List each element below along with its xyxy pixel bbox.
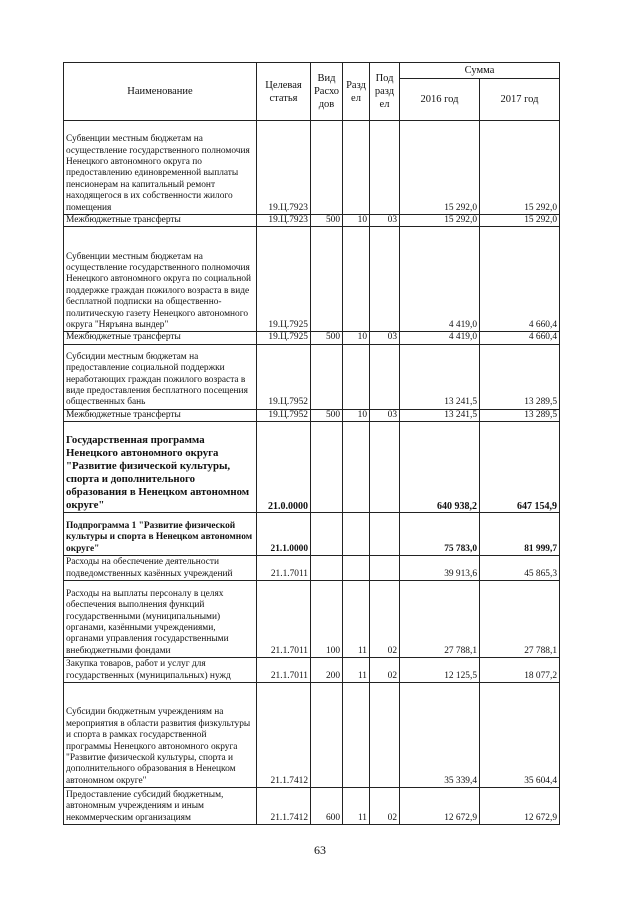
table-row [64,788,560,825]
table-row [64,683,560,788]
row-name: Субсидии бюджетным учреждениям на мероприятия в области развития физкультуры и спорта в рамках государственной программы Ненецкого автономного округа "Развитие физической культуры, спорта и дополнительного образования в Ненецком автономном округе" [64,683,257,788]
row-code: 21.1.7011 [257,556,311,581]
row-razdel [343,513,370,556]
row-sum-2016: 13 241,5 [400,344,480,409]
row-sum-2016: 12 125,5 [400,658,480,683]
table-row [64,344,560,409]
header-sum: Сумма [400,63,560,79]
row-sum-2016: 15 292,0 [400,121,480,215]
header-year-2016: 2016 год [400,79,480,121]
row-podrazdel: 02 [370,581,400,658]
table-row [64,581,560,658]
table-row [64,332,560,344]
row-podrazdel: 03 [370,332,400,344]
row-razdel [343,121,370,215]
row-razdel [343,422,370,513]
row-razdel [343,344,370,409]
row-razdel: 10 [343,332,370,344]
row-razdel: 10 [343,409,370,421]
header-name: Наименование [64,63,257,121]
row-vid [311,227,343,332]
row-razdel [343,683,370,788]
row-podrazdel [370,513,400,556]
row-razdel [343,556,370,581]
row-name: Расходы на обеспечение деятельности подведомственных казённых учреждений [64,556,257,581]
table-row [64,215,560,227]
row-name: Межбюджетные трансферты [64,215,257,227]
row-podrazdel: 03 [370,409,400,421]
row-podrazdel [370,227,400,332]
row-vid [311,556,343,581]
row-name: Межбюджетные трансферты [64,332,257,344]
row-razdel [343,227,370,332]
row-vid [311,422,343,513]
row-sum-2017: 18 077,2 [480,658,560,683]
row-sum-2016: 35 339,4 [400,683,480,788]
row-vid [311,344,343,409]
row-code: 21.1.7011 [257,658,311,683]
row-sum-2016: 39 913,6 [400,556,480,581]
row-code: 21.1.0000 [257,513,311,556]
row-code: 21.1.7011 [257,581,311,658]
row-code: 21.1.7412 [257,683,311,788]
row-name: Расходы на выплаты персоналу в целях обеспечения выполнения функций государственными (муниципальными) органами, казёнными учреждениями, органами управления государственными внебюджетными фондами [64,581,257,658]
row-sum-2017: 15 292,0 [480,215,560,227]
page-number: 63 [314,843,326,857]
row-podrazdel [370,344,400,409]
row-sum-2017: 647 154,9 [480,422,560,513]
header-expense-type: Вид Расхо дов [311,63,343,121]
row-vid: 600 [311,788,343,825]
row-sum-2016: 640 938,2 [400,422,480,513]
table-row [64,556,560,581]
row-sum-2017: 13 289,5 [480,409,560,421]
row-podrazdel: 03 [370,215,400,227]
table-row [64,409,560,421]
row-razdel: 11 [343,581,370,658]
row-name: Подпрограмма 1 "Развитие физической культуры и спорта в Ненецком автономном округе" [64,513,257,556]
table-row [64,422,560,513]
table-row [64,658,560,683]
row-vid: 500 [311,215,343,227]
row-code: 21.1.7412 [257,788,311,825]
row-sum-2016: 15 292,0 [400,215,480,227]
row-podrazdel: 02 [370,788,400,825]
row-podrazdel [370,556,400,581]
row-razdel: 10 [343,215,370,227]
row-razdel: 11 [343,788,370,825]
row-code: 19.Ц.7923 [257,215,311,227]
row-name: Закупка товаров, работ и услуг для государственных (муниципальных) нужд [64,658,257,683]
table-row [64,227,560,332]
row-razdel: 11 [343,658,370,683]
row-sum-2016: 75 783,0 [400,513,480,556]
row-code: 19.Ц.7923 [257,121,311,215]
row-name: Государственная программа Ненецкого автономного округа "Развитие физической культуры, спорта и дополнительного образования в Ненецком автономном округе" [64,422,257,513]
row-sum-2016: 13 241,5 [400,409,480,421]
row-podrazdel [370,121,400,215]
row-code: 19.Ц.7952 [257,344,311,409]
header-year-2017: 2017 год [480,79,560,121]
row-sum-2017: 13 289,5 [480,344,560,409]
row-sum-2017: 12 672,9 [480,788,560,825]
header-subsection: Под разд ел [370,63,400,121]
row-sum-2017: 45 865,3 [480,556,560,581]
row-sum-2016: 4 419,0 [400,227,480,332]
row-name: Субвенции местным бюджетам на осуществление государственного полномочия Ненецкого автономного округа по предоставлению единовременной выплаты пенсионерам на капитальный ремонт находящегося в их собственности жилого помещения [64,121,257,215]
row-name: Субвенции местным бюджетам на осуществление государственного полномочия Ненецкого автономного округа по социальной поддержке граждан пожилого возраста в виде бесплатной подписки на общественно-политическую газету Ненецкого автономного округа "Няръяна вындер" [64,227,257,332]
row-podrazdel [370,422,400,513]
row-name: Субсидии местным бюджетам на предоставление социальной поддержки неработающих граждан пожилого возраста в виде предоставления бесплатного посещения общественных бань [64,344,257,409]
row-vid: 200 [311,658,343,683]
row-name: Межбюджетные трансферты [64,409,257,421]
row-vid: 500 [311,409,343,421]
row-sum-2017: 35 604,4 [480,683,560,788]
row-sum-2017: 81 999,7 [480,513,560,556]
row-vid: 500 [311,332,343,344]
row-sum-2016: 12 672,9 [400,788,480,825]
row-sum-2017: 27 788,1 [480,581,560,658]
row-sum-2016: 27 788,1 [400,581,480,658]
row-podrazdel [370,683,400,788]
row-vid [311,683,343,788]
row-sum-2016: 4 419,0 [400,332,480,344]
row-sum-2017: 4 660,4 [480,332,560,344]
row-vid: 100 [311,581,343,658]
row-sum-2017: 4 660,4 [480,227,560,332]
row-podrazdel: 02 [370,658,400,683]
row-code: 19.Ц.7925 [257,227,311,332]
row-sum-2017: 15 292,0 [480,121,560,215]
row-vid [311,121,343,215]
row-code: 21.0.0000 [257,422,311,513]
header-section: Разд ел [343,63,370,121]
row-vid [311,513,343,556]
budget-table [63,62,560,825]
budget-sheet [63,62,560,825]
row-code: 19.Ц.7952 [257,409,311,421]
row-code: 19.Ц.7925 [257,332,311,344]
header-target-article: Целевая статья [257,63,311,121]
table-row [64,513,560,556]
table-row [64,121,560,215]
row-name: Предоставление субсидий бюджетным, автономным учреждениям и иным некоммерческим организациям [64,788,257,825]
